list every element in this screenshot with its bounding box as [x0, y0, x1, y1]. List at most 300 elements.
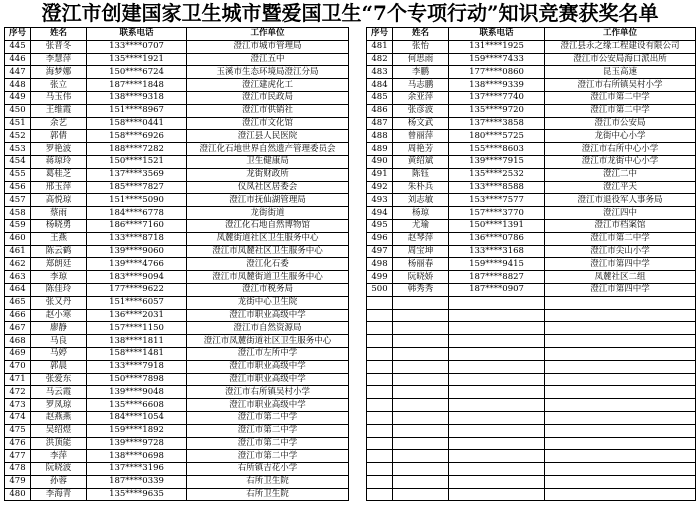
empty-cell [393, 386, 449, 399]
cell-workplace: 澄江市第二中学 [187, 424, 349, 437]
cell-phone: 135****2532 [449, 168, 545, 181]
cell-index: 467 [5, 322, 31, 335]
table-header-row [367, 28, 696, 41]
cell-index: 474 [5, 411, 31, 424]
empty-cell [449, 347, 545, 360]
empty-cell [449, 335, 545, 348]
cell-index: 453 [5, 143, 31, 156]
cell-name: 张怡 [393, 40, 449, 53]
cell-name: 郑朗廷 [31, 258, 87, 271]
empty-cell [367, 437, 393, 450]
cell-name: 邢玉萍 [31, 181, 87, 194]
cell-index: 490 [367, 155, 393, 168]
cell-workplace: 澄江市左所中学 [187, 347, 349, 360]
empty-cell [367, 463, 393, 476]
cell-workplace: 凤麓街道社区卫生服务中心 [187, 232, 349, 245]
cell-phone: 139****4766 [87, 258, 187, 271]
cell-workplace: 卫生健康局 [187, 155, 349, 168]
cell-name: 马云霞 [31, 386, 87, 399]
cell-index: 461 [5, 245, 31, 258]
cell-workplace: 玉溪市生态环境局澄江分局 [187, 66, 349, 79]
cell-index: 495 [367, 219, 393, 232]
table-row [367, 53, 696, 66]
cell-phone: 184****1054 [87, 411, 187, 424]
empty-cell [545, 463, 696, 476]
cell-phone: 158****1481 [87, 347, 187, 360]
empty-cell [393, 335, 449, 348]
cell-name: 马玉伟 [31, 91, 87, 104]
empty-cell [449, 437, 545, 450]
cell-name: 郭倩 [31, 130, 87, 143]
table-row [367, 155, 696, 168]
empty-cell [367, 475, 393, 488]
cell-workplace: 澄江市凤麓社区卫生服务中心 [187, 245, 349, 258]
cell-workplace: 澄江市职业高级中学 [187, 399, 349, 412]
empty-cell [393, 450, 449, 463]
winner-table-right [366, 27, 696, 501]
cell-name: 海梦娜 [31, 66, 87, 79]
table-row [5, 130, 349, 143]
table-row [5, 245, 349, 258]
cell-name: 马婷 [31, 347, 87, 360]
cell-name: 王燕 [31, 232, 87, 245]
cell-name: 曾丽萍 [393, 130, 449, 143]
cell-name: 周宝坤 [393, 245, 449, 258]
table-row [5, 463, 349, 476]
empty-row [367, 463, 696, 476]
cell-index: 466 [5, 309, 31, 322]
empty-cell [449, 386, 545, 399]
table-row [5, 309, 349, 322]
cell-index: 451 [5, 117, 31, 130]
table-row [5, 232, 349, 245]
empty-cell [545, 437, 696, 450]
cell-index: 447 [5, 66, 31, 79]
cell-name: 蒋琼玲 [31, 155, 87, 168]
empty-row [367, 335, 696, 348]
empty-cell [393, 296, 449, 309]
cell-workplace: 澄江市右所镇吴村小学 [187, 386, 349, 399]
cell-name: 杨晓勇 [31, 219, 87, 232]
table-row [367, 232, 696, 245]
table-row [5, 322, 349, 335]
cell-phone: 186****7160 [87, 219, 187, 232]
empty-cell [393, 488, 449, 501]
cell-name: 余艺 [31, 117, 87, 130]
cell-name: 韩秀秀 [393, 283, 449, 296]
cell-phone: 158****0441 [87, 117, 187, 130]
cell-workplace: 澄江市第二中学 [187, 437, 349, 450]
header-workplace: 工作单位 [187, 28, 349, 41]
cell-phone: 137****3569 [87, 168, 187, 181]
cell-workplace: 澄江市职业高级中学 [187, 373, 349, 386]
table-row [5, 219, 349, 232]
table-row [367, 283, 696, 296]
cell-workplace: 澄江市第四中学 [545, 258, 696, 271]
empty-cell [393, 360, 449, 373]
empty-row [367, 437, 696, 450]
cell-index: 471 [5, 373, 31, 386]
empty-cell [545, 475, 696, 488]
cell-name: 杨琼 [393, 207, 449, 220]
table-row [5, 488, 349, 501]
cell-phone: 187****8827 [449, 271, 545, 284]
cell-name: 赵燕燕 [31, 411, 87, 424]
cell-name: 杨丽春 [393, 258, 449, 271]
cell-phone: 183****9094 [87, 271, 187, 284]
cell-workplace: 澄江市第二中学 [545, 91, 696, 104]
table-row [5, 194, 349, 207]
empty-cell [545, 450, 696, 463]
table-row [5, 271, 349, 284]
empty-cell [449, 475, 545, 488]
cell-phone: 153****7577 [449, 194, 545, 207]
cell-workplace: 澄江建虎化工 [187, 79, 349, 92]
empty-cell [367, 335, 393, 348]
empty-row [367, 360, 696, 373]
cell-name: 李海青 [31, 488, 87, 501]
cell-index: 492 [367, 181, 393, 194]
cell-workplace: 澄江市凤麓街道卫生服务中心 [187, 271, 349, 284]
cell-phone: 187****1848 [87, 79, 187, 92]
empty-row [367, 411, 696, 424]
cell-phone: 159****9415 [449, 258, 545, 271]
empty-cell [449, 450, 545, 463]
empty-cell [393, 424, 449, 437]
cell-name: 赵小寒 [31, 309, 87, 322]
cell-workplace: 澄江化石委 [187, 258, 349, 271]
empty-cell [545, 373, 696, 386]
cell-phone: 150****1391 [449, 219, 545, 232]
table-row [367, 91, 696, 104]
table-row [5, 335, 349, 348]
empty-cell [393, 437, 449, 450]
cell-index: 446 [5, 53, 31, 66]
cell-workplace: 右所卫生院 [187, 488, 349, 501]
cell-index: 463 [5, 271, 31, 284]
cell-name: 张晋冬 [31, 40, 87, 53]
header-phone: 联系电话 [449, 28, 545, 41]
cell-name: 蔡雨 [31, 207, 87, 220]
table-row [5, 143, 349, 156]
cell-phone: 180****5725 [449, 130, 545, 143]
empty-cell [367, 399, 393, 412]
cell-phone: 133****7918 [87, 360, 187, 373]
cell-phone: 133****8588 [449, 181, 545, 194]
empty-cell [393, 399, 449, 412]
header-name: 姓名 [31, 28, 87, 41]
cell-index: 456 [5, 181, 31, 194]
empty-cell [367, 450, 393, 463]
cell-phone: 151****5090 [87, 194, 187, 207]
cell-workplace: 澄江市退役军人事务局 [545, 194, 696, 207]
empty-cell [449, 373, 545, 386]
cell-name: 余亚萍 [393, 91, 449, 104]
header-name: 姓名 [393, 28, 449, 41]
cell-index: 499 [367, 271, 393, 284]
cell-workplace: 澄江市右所中心小学 [545, 143, 696, 156]
empty-cell [545, 309, 696, 322]
cell-workplace: 澄江平天 [545, 181, 696, 194]
cell-phone: 133****3168 [449, 245, 545, 258]
cell-index: 477 [5, 450, 31, 463]
cell-phone: 159****7433 [449, 53, 545, 66]
cell-workplace: 澄江市供销社 [187, 104, 349, 117]
table-header-row [5, 28, 349, 41]
cell-name: 周艳芳 [393, 143, 449, 156]
cell-phone: 133****0707 [87, 40, 187, 53]
empty-row [367, 296, 696, 309]
empty-cell [545, 296, 696, 309]
cell-phone: 188****7282 [87, 143, 187, 156]
cell-phone: 139****7915 [449, 155, 545, 168]
cell-index: 491 [367, 168, 393, 181]
cell-name: 朱朴兵 [393, 181, 449, 194]
cell-phone: 184****6778 [87, 207, 187, 220]
cell-name: 何思雨 [393, 53, 449, 66]
cell-name: 罗凤琼 [31, 399, 87, 412]
cell-name: 李萍 [31, 450, 87, 463]
cell-phone: 136****0786 [449, 232, 545, 245]
cell-index: 457 [5, 194, 31, 207]
cell-name: 刘志敏 [393, 194, 449, 207]
table-row [5, 91, 349, 104]
cell-workplace: 澄江市城市管理局 [187, 40, 349, 53]
cell-workplace: 澄江市职业高级中学 [187, 309, 349, 322]
cell-workplace: 澄江市第二中学 [187, 411, 349, 424]
empty-cell [367, 373, 393, 386]
cell-index: 458 [5, 207, 31, 220]
cell-phone: 155****8603 [449, 143, 545, 156]
cell-name: 黄绍斌 [393, 155, 449, 168]
empty-cell [449, 309, 545, 322]
table-row [5, 450, 349, 463]
cell-name: 李琼 [31, 271, 87, 284]
table-row [5, 40, 349, 53]
cell-name: 廖静 [31, 322, 87, 335]
empty-row [367, 399, 696, 412]
table-row [5, 424, 349, 437]
empty-row [367, 488, 696, 501]
empty-cell [367, 360, 393, 373]
table-row [367, 181, 696, 194]
empty-cell [449, 411, 545, 424]
cell-index: 484 [367, 79, 393, 92]
cell-phone: 177****0860 [449, 66, 545, 79]
cell-workplace: 右所卫生院 [187, 475, 349, 488]
cell-workplace: 澄江市职业高级中学 [187, 360, 349, 373]
cell-workplace: 龙街街道 [187, 207, 349, 220]
cell-phone: 135****1921 [87, 53, 187, 66]
cell-index: 486 [367, 104, 393, 117]
cell-name: 高悦琼 [31, 194, 87, 207]
header-index: 序号 [5, 28, 31, 41]
table-row [5, 411, 349, 424]
cell-index: 481 [367, 40, 393, 53]
cell-workplace: 澄江市第二中学 [187, 450, 349, 463]
cell-phone: 135****9635 [87, 488, 187, 501]
cell-index: 455 [5, 168, 31, 181]
cell-name: 马良 [31, 335, 87, 348]
table-row [367, 104, 696, 117]
empty-row [367, 386, 696, 399]
cell-workplace: 龙街中心小学 [545, 130, 696, 143]
cell-workplace: 澄江县永之缘工程建设有限公司 [545, 40, 696, 53]
cell-index: 468 [5, 335, 31, 348]
empty-cell [367, 386, 393, 399]
cell-index: 445 [5, 40, 31, 53]
cell-index: 478 [5, 463, 31, 476]
cell-workplace: 右所镇吉花小学 [187, 463, 349, 476]
empty-cell [545, 399, 696, 412]
cell-phone: 139****9728 [87, 437, 187, 450]
cell-phone: 177****9622 [87, 283, 187, 296]
empty-cell [545, 411, 696, 424]
empty-cell [367, 424, 393, 437]
cell-workplace: 澄江市公安局海口派出所 [545, 53, 696, 66]
cell-name: 张爱东 [31, 373, 87, 386]
table-row [367, 271, 696, 284]
table-row [367, 245, 696, 258]
empty-cell [393, 322, 449, 335]
empty-row [367, 450, 696, 463]
cell-name: 马志鹏 [393, 79, 449, 92]
cell-index: 452 [5, 130, 31, 143]
empty-cell [449, 399, 545, 412]
table-row [367, 168, 696, 181]
table-row [5, 79, 349, 92]
table-row [5, 283, 349, 296]
cell-phone: 157****1150 [87, 322, 187, 335]
cell-phone: 158****6926 [87, 130, 187, 143]
cell-workplace: 澄江二中 [545, 168, 696, 181]
header-index: 序号 [367, 28, 393, 41]
empty-row [367, 347, 696, 360]
cell-name: 阮晓娇 [393, 271, 449, 284]
table-row [5, 475, 349, 488]
table-row [5, 399, 349, 412]
cell-index: 475 [5, 424, 31, 437]
cell-index: 488 [367, 130, 393, 143]
page-title: 澄江市创建国家卫生城市暨爱国卫生“7个专项行动”知识竞赛获奖名单 [41, 1, 659, 25]
empty-row [367, 424, 696, 437]
empty-cell [449, 322, 545, 335]
empty-row [367, 475, 696, 488]
cell-phone: 159****1892 [87, 424, 187, 437]
empty-cell [545, 322, 696, 335]
cell-workplace: 龙街中心卫生院 [187, 296, 349, 309]
empty-cell [449, 424, 545, 437]
cell-name: 孙蓉 [31, 475, 87, 488]
cell-workplace: 澄江市第二中学 [545, 232, 696, 245]
table-row [5, 207, 349, 220]
cell-index: 450 [5, 104, 31, 117]
cell-name: 张又丹 [31, 296, 87, 309]
cell-workplace: 澄江五中 [187, 53, 349, 66]
cell-index: 465 [5, 296, 31, 309]
cell-name: 尤瑜 [393, 219, 449, 232]
empty-cell [367, 296, 393, 309]
table-row [5, 360, 349, 373]
table-row [367, 117, 696, 130]
cell-workplace: 昆玉高速 [545, 66, 696, 79]
cell-name: 洪顶能 [31, 437, 87, 450]
empty-cell [449, 360, 545, 373]
cell-phone: 137****3196 [87, 463, 187, 476]
table-row [5, 181, 349, 194]
cell-index: 497 [367, 245, 393, 258]
cell-workplace: 澄江化石地世界自然遗产管理委员会 [187, 143, 349, 156]
table-row [5, 258, 349, 271]
table-row [367, 130, 696, 143]
cell-index: 460 [5, 232, 31, 245]
empty-cell [367, 309, 393, 322]
cell-phone: 138****0698 [87, 450, 187, 463]
cell-phone: 135****9720 [449, 104, 545, 117]
cell-index: 462 [5, 258, 31, 271]
table-row [367, 219, 696, 232]
cell-index: 494 [367, 207, 393, 220]
cell-name: 陈云鹤 [31, 245, 87, 258]
cell-name: 李鹏 [393, 66, 449, 79]
cell-phone: 151****8967 [87, 104, 187, 117]
empty-cell [393, 347, 449, 360]
cell-index: 487 [367, 117, 393, 130]
table-row [5, 117, 349, 130]
empty-cell [449, 296, 545, 309]
empty-cell [545, 488, 696, 501]
cell-phone: 137****3858 [449, 117, 545, 130]
table-row [5, 347, 349, 360]
cell-workplace: 澄江县人民医院 [187, 130, 349, 143]
cell-name: 王维霞 [31, 104, 87, 117]
empty-cell [545, 386, 696, 399]
table-row [367, 143, 696, 156]
cell-name: 杨文武 [393, 117, 449, 130]
winner-table-left [4, 27, 349, 501]
cell-workplace: 仪凤社区居委会 [187, 181, 349, 194]
empty-row [367, 309, 696, 322]
empty-cell [367, 347, 393, 360]
cell-phone: 157****3770 [449, 207, 545, 220]
cell-workplace: 澄江市第二中学 [545, 104, 696, 117]
cell-phone: 138****9318 [87, 91, 187, 104]
cell-phone: 187****0907 [449, 283, 545, 296]
cell-name: 阮晓波 [31, 463, 87, 476]
empty-cell [545, 347, 696, 360]
table-row [367, 207, 696, 220]
cell-phone: 150****6724 [87, 66, 187, 79]
cell-workplace: 龙街财政所 [187, 168, 349, 181]
empty-cell [367, 322, 393, 335]
cell-workplace: 澄江市尖山小学 [545, 245, 696, 258]
cell-index: 485 [367, 91, 393, 104]
table-row [5, 53, 349, 66]
cell-workplace: 澄江市公安局 [545, 117, 696, 130]
cell-index: 496 [367, 232, 393, 245]
cell-workplace: 澄江市第四中学 [545, 283, 696, 296]
table-row [5, 155, 349, 168]
cell-phone: 151****6057 [87, 296, 187, 309]
empty-cell [545, 335, 696, 348]
cell-phone: 135****6608 [87, 399, 187, 412]
cell-name: 陈钰 [393, 168, 449, 181]
cell-workplace: 澄江化石地自然博物馆 [187, 219, 349, 232]
table-row [5, 386, 349, 399]
cell-index: 448 [5, 79, 31, 92]
cell-index: 454 [5, 155, 31, 168]
table-row [5, 437, 349, 450]
